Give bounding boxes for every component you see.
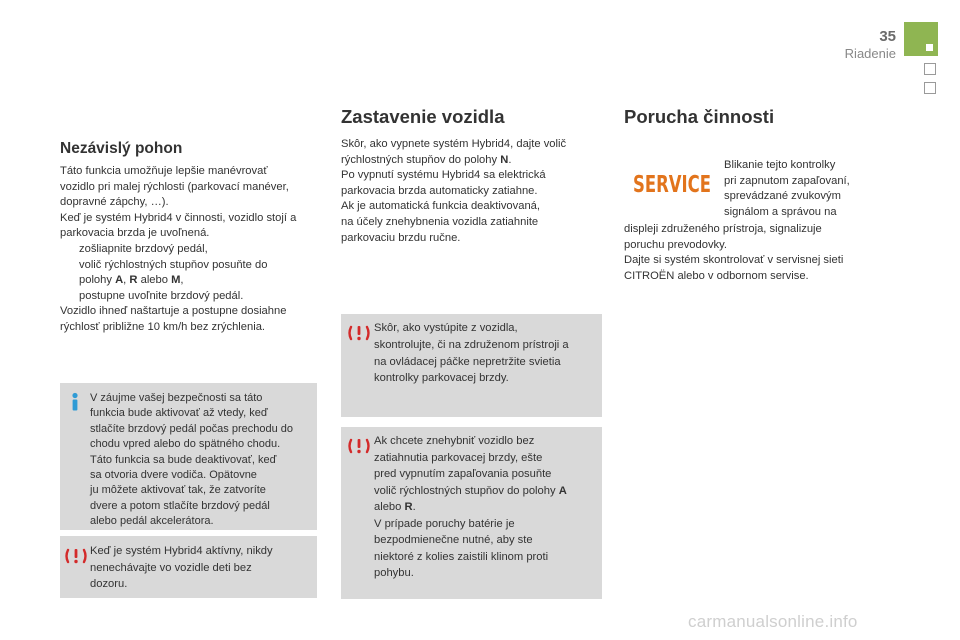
info-note-text: V záujme vašej bezpečnosti sa táto funkcia bude aktivovať až vtedy, keď stlačíte brzdový pedál počas prechodu do chodu vpred alebo do spätného chodu. Táto funkcia sa bude deaktivovať, keď sa otvoria dvere vodiča. Opätovne ju môžete aktivovať tak, že zatvoríte dvere a potom stlačíte brzdový pedál alebo pedál akcelerátora. bbox=[90, 392, 294, 528]
chapter-tab-outline bbox=[924, 82, 936, 94]
text-line: poruchu prevodovky. bbox=[624, 238, 728, 251]
text-line: pri zapnutom zapaľovaní, bbox=[724, 174, 850, 187]
section-name: Riadenie bbox=[844, 46, 896, 61]
text-line: parkovacia brzda automaticky zatiahne. bbox=[341, 184, 538, 197]
text-line: Ak je automatická funkcia deaktivovaná, bbox=[341, 200, 540, 213]
chapter-tab-outline bbox=[924, 63, 936, 75]
text-line: parkovacia brzda je uvoľnená. bbox=[60, 227, 210, 240]
info-icon bbox=[66, 392, 84, 412]
page-number: 35 bbox=[879, 28, 896, 45]
text-line: rýchlostných stupňov do polohy N. bbox=[341, 153, 512, 166]
text-line: Keď je systém Hybrid4 v činnosti, vozidlo stojí a bbox=[60, 211, 297, 224]
text-line: displeji združeného prístroja, signalizuje bbox=[624, 223, 822, 235]
bullet-continuation: polohy A, R alebo M, bbox=[79, 274, 184, 287]
bullet-item: zošliapnite brzdový pedál, bbox=[79, 242, 208, 255]
warning-icon bbox=[349, 324, 369, 342]
text-line: Táto funkcia umožňuje lepšie manévrovať bbox=[60, 165, 268, 177]
text-line: Po vypnutí systému Hybrid4 sa elektrická bbox=[341, 169, 546, 182]
service-warning-lamp-icon bbox=[632, 170, 712, 196]
chapter-tab bbox=[904, 22, 938, 56]
text-line: na účely znehybnenia vozidla zatiahnite bbox=[341, 215, 539, 228]
text-line: Vozidlo ihneď naštartuje a postupne dosiahne bbox=[60, 305, 287, 318]
warning-note-immobilise bbox=[341, 427, 602, 599]
text-line: dopravné zápchy, …). bbox=[60, 196, 169, 209]
heading-independent-drive: Nezávislý pohon bbox=[60, 140, 183, 157]
heading-stopping-vehicle: Zastavenie vozidla bbox=[341, 106, 505, 127]
watermark: carmanualsonline.info bbox=[688, 612, 858, 631]
warning-icon bbox=[349, 437, 369, 455]
warning-note-text: Keď je systém Hybrid4 aktívny, nikdy nenechávajte vo vozidle deti bez dozoru. bbox=[90, 545, 273, 590]
chapter-tab-dot bbox=[926, 44, 933, 51]
text-line: CITROËN alebo v odbornom servise. bbox=[624, 269, 809, 282]
text-line: vozidlo pri malej rýchlosti (parkovací manéver, bbox=[60, 180, 289, 193]
warning-note-text: Ak chcete znehybniť vozidlo bez zatiahnutia parkovacej brzdy, ešte pred vypnutím zapaľovania posuňte volič rýchlostných stupňov do polohy A alebo R. V prípade poruchy batérie je bezpodmienečne nutné, aby ste niektoré z kolies zaistili klinom proti pohybu. bbox=[374, 435, 567, 579]
text-line: rýchlosť približne 10 km/h bez zrýchlenia. bbox=[60, 320, 266, 333]
text-line: parkovaciu brzdu ručne. bbox=[341, 231, 461, 244]
independent-drive-text bbox=[60, 164, 322, 336]
bullet-item: volič rýchlostných stupňov posuňte do bbox=[79, 258, 268, 271]
text-line: Blikanie tejto kontrolky bbox=[724, 159, 836, 171]
lamp-description bbox=[724, 158, 884, 220]
info-note bbox=[60, 383, 317, 530]
warning-icon bbox=[66, 547, 86, 565]
bullet-item: postupne uvoľnite brzdový pedál. bbox=[79, 289, 244, 302]
text-line: sprevádzané zvukovým bbox=[724, 190, 841, 203]
service-lamp-label: SERVICE bbox=[633, 172, 711, 198]
text-line: signálom a správou na bbox=[724, 205, 837, 218]
text-line: Skôr, ako vypnete systém Hybrid4, dajte volič bbox=[341, 138, 567, 150]
stopping-vehicle-text bbox=[341, 137, 603, 246]
malfunction-text bbox=[624, 222, 894, 284]
warning-note-children bbox=[60, 536, 317, 598]
text-line: Dajte si systém skontrolovať v servisnej sieti bbox=[624, 254, 844, 267]
warning-note-exit bbox=[341, 314, 602, 417]
warning-note-text: Skôr, ako vystúpite z vozidla, skontrolujte, či na združenom prístroji a na ovládacej páčke nepretržite svietia kontrolky parkovacej brzdy. bbox=[374, 322, 569, 385]
heading-malfunction: Porucha činnosti bbox=[624, 106, 775, 127]
